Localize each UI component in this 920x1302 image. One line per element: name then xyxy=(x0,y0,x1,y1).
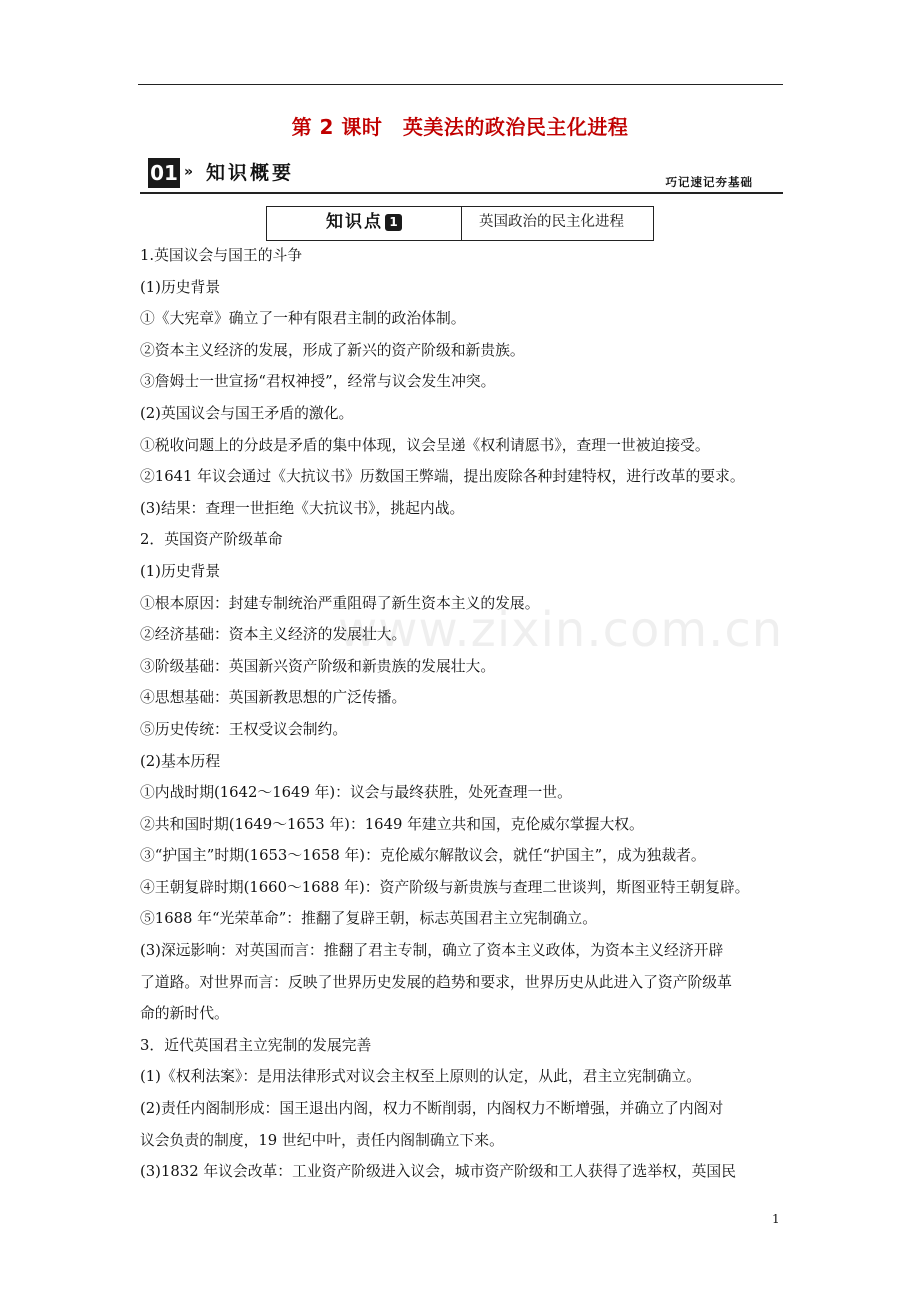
body-line: ③“护国主”时期(1653～1658 年)：克伦威尔解散议会，就任“护国主”，成为独裁者。 xyxy=(140,847,706,865)
section-header xyxy=(140,156,783,194)
knowledge-point-box xyxy=(266,206,654,241)
body-line: ②资本主义经济的发展，形成了新兴的资产阶级和新贵族。 xyxy=(140,341,525,359)
body-line: 1.英国议会与国王的斗争 xyxy=(140,247,303,264)
body-line: ②经济基础：资本主义经济的发展壮大。 xyxy=(140,626,407,644)
body-line: ①税收问题上的分歧是矛盾的集中体现，议会呈递《权利请愿书》，查理一世被迫接受。 xyxy=(140,436,710,454)
body-line: 3．近代英国君主立宪制的发展完善 xyxy=(140,1036,372,1054)
body-line: 命的新时代。 xyxy=(140,1005,229,1023)
top-rule xyxy=(138,84,783,85)
section-subtitle: 巧记速记夯基础 xyxy=(665,175,753,189)
section-number-badge: 01 xyxy=(148,158,180,188)
knowledge-point-topic: 英国政治的民主化进程 xyxy=(479,214,624,230)
body-line: 议会负责的制度，19 世纪中叶，责任内阁制确立下来。 xyxy=(140,1131,504,1149)
body-line: ②1641 年议会通过《大抗议书》历数国王弊端，提出废除各种封建特权，进行改革的要求。 xyxy=(140,468,745,486)
watermark: www.zixin.com.cn xyxy=(338,602,784,658)
knowledge-point-label-cell xyxy=(267,207,462,240)
body-line: ④思想基础：英国新教思想的广泛传播。 xyxy=(140,689,407,707)
section-divider xyxy=(140,192,783,194)
chevron-right-icon: » xyxy=(184,164,194,180)
body-line: (1)《权利法案》：是用法律形式对议会主权至上原则的认定，从此，君主立宪制确立。 xyxy=(140,1068,702,1086)
section-title: 知识概要 xyxy=(206,162,295,184)
body-line: ③詹姆士一世宣扬“君权神授”，经常与议会发生冲突。 xyxy=(140,373,496,391)
body-line: ①《大宪章》确立了一种有限君主制的政治体制。 xyxy=(140,310,466,328)
body-line: ⑤1688 年“光荣革命”：推翻了复辟王朝，标志英国君主立宪制确立。 xyxy=(140,910,598,928)
body-line: ④王朝复辟时期(1660～1688 年)：资产阶级与新贵族与查理二世谈判，斯图亚特王朝复辟。 xyxy=(140,878,750,896)
body-line: (3)深远影响：对英国而言：推翻了君主专制，确立了资本主义政体，为资本主义经济开辟 xyxy=(140,942,724,960)
body-line: (3)结果：查理一世拒绝《大抗议书》，挑起内战。 xyxy=(140,499,465,517)
body-line: (1)历史背景 xyxy=(140,562,221,580)
document-body xyxy=(140,240,785,1188)
body-line: 2．英国资产阶级革命 xyxy=(140,531,283,549)
body-line: ②共和国时期(1649～1653 年)：1649 年建立共和国，克伦威尔掌握大权。 xyxy=(140,815,644,833)
body-line: (2)基本历程 xyxy=(140,752,221,770)
page-title: 第 2 课时 英美法的政治民主化进程 xyxy=(291,115,629,139)
body-line: (1)历史背景 xyxy=(140,278,221,296)
body-line: (2)英国议会与国王矛盾的激化。 xyxy=(140,404,354,422)
knowledge-point-number-badge: 1 xyxy=(385,214,402,231)
knowledge-point-label: 知识点 xyxy=(326,212,383,232)
page-number: 1 xyxy=(772,1212,780,1226)
body-line: ③阶级基础：英国新兴资产阶级和新贵族的发展壮大。 xyxy=(140,657,496,675)
body-line: 了道路。对世界而言：反映了世界历史发展的趋势和要求，世界历史从此进入了资产阶级革 xyxy=(140,973,732,991)
body-line: ①内战时期(1642～1649 年)：议会与最终获胜，处死查理一世。 xyxy=(140,784,572,802)
body-line: ①根本原因：封建专制统治严重阻碍了新生资本主义的发展。 xyxy=(140,594,540,612)
body-line: (3)1832 年议会改革：工业资产阶级进入议会，城市资产阶级和工人获得了选举权，英国民 xyxy=(140,1163,737,1181)
body-line: ⑤历史传统：王权受议会制约。 xyxy=(140,720,348,738)
body-line: (2)责任内阁制形成：国王退出内阁，权力不断削弱，内阁权力不断增强，并确立了内阁对 xyxy=(140,1100,724,1118)
